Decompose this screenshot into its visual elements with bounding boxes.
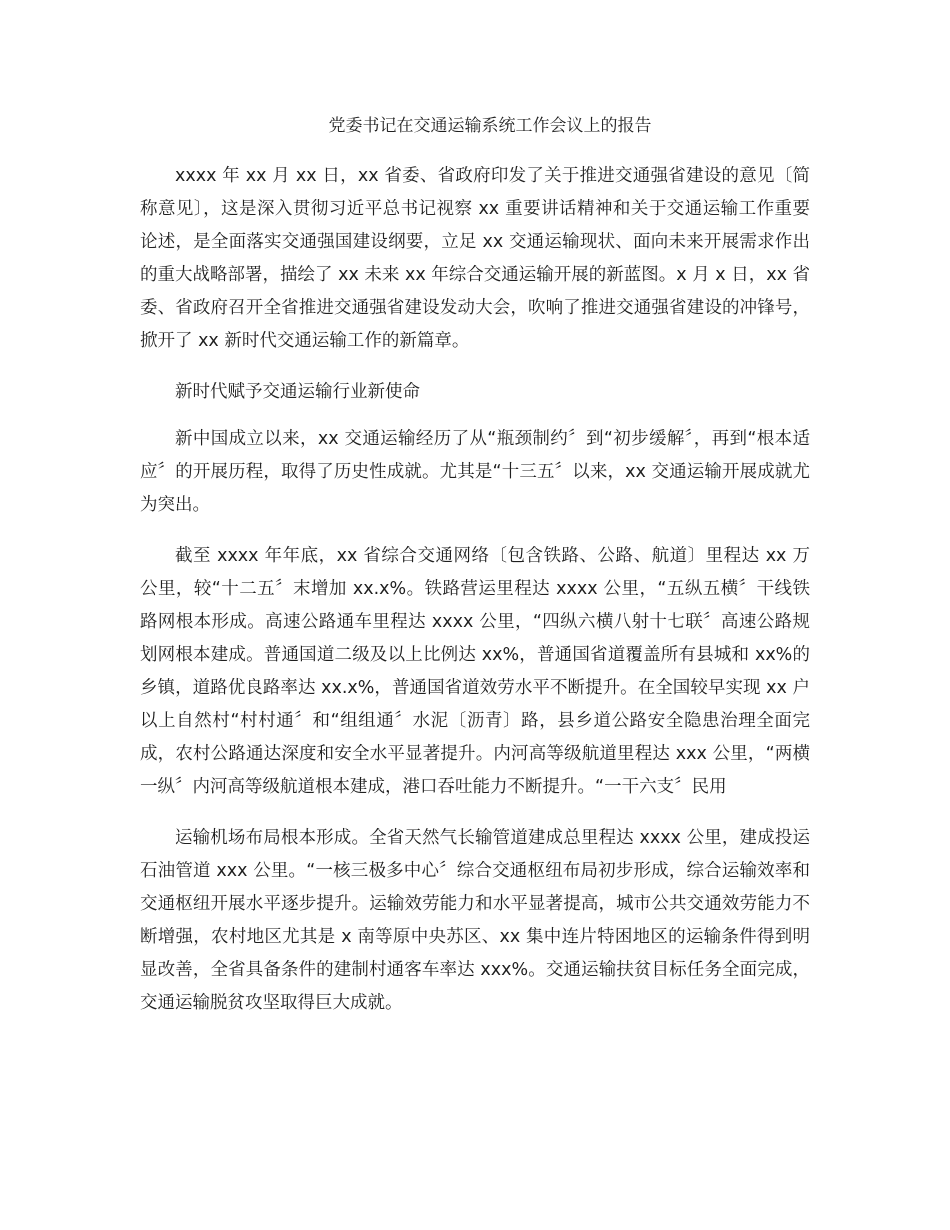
paragraph-intro: xxxx 年 xx 月 xx 日，xx 省委、省政府印发了关于推进交通强省建设的意见〔简称意见〕，这是深入贯彻习近平总书记视察 xx 重要讲话精神和关于交通运输工作重要论述，是全面落实交通强国建设纲要，立足 xx 交通运输现状、面向未来开展需求作出的重大战略部署，描绘了 xx 未来 xx 年综合交通运输开展的新蓝图。x 月 x 日，xx 省委、省政府召开全省推进交通强省建设发动大会，吹响了推进交通强省建设的冲锋号，掀开了 xx 新时代交通运输工作的新篇章。: [140, 166, 810, 351]
paragraph-history: 新中国成立以来，xx 交通运输经历了从“瓶颈制约〞到“初步缓解〞，再到“根本适应〞的开展历程，取得了历史性成就。尤其是“十三五〞以来，xx 交通运输开展成就尤为突出。: [140, 429, 810, 515]
section-heading: 新时代赋予交通运输行业新使命: [175, 382, 420, 402]
paragraph-network-stats: 截至 xxxx 年年底，xx 省综合交通网络〔包含铁路、公路、航道〕里程达 xx 万公里，较“十二五〞末增加 xx.x%。铁路营运里程达 xxxx 公里，“五纵五横〞干线铁路网根本形成。高速公路通车里程达 xxxx 公里，“四纵六横八射十七联〞高速公路规划网根本建成。普通国道二级及以上比例达 xx%，普通国省道覆盖所有县城和 xx%的乡镇，道路优良路率达 xx.x%，普通国省道效劳水平不断提升。在全国较早实现 xx 户以上自然村“村村通〞和“组组通〞水泥〔沥青〕路，县乡道公路安全隐患治理全面完成，农村公路通达深度和安全水平显著提升。内河高等级航道里程达 xxx 公里，“两横一纵〞内河高等级航道根本建成，港口吞吐能力不断提升。“一干六支〞民用: [140, 546, 810, 797]
document-body: [140, 160, 810, 1038]
paragraph-transport-achievements: 运输机场布局根本形成。全省天然气长输管道建成总里程达 xxxx 公里，建成投运石油管道 xxx 公里。“一核三极多中心〞综合交通枢纽布局初步形成，综合运输效率和交通枢纽开展水平逐步提升。运输效劳能力和水平显著提高，城市公共交通效劳能力不断增强，农村地区尤其是 x 南等原中央苏区、xx 集中连片特困地区的运输条件得到明显改善，全省具备条件的建制村通客车率达 xxx%。交通运输扶贫目标任务全面完成，交通运输脱贫攻坚取得巨大成就。: [140, 828, 810, 1013]
document-title: 党委书记在交通运输系统工作会议上的报告: [328, 116, 652, 136]
